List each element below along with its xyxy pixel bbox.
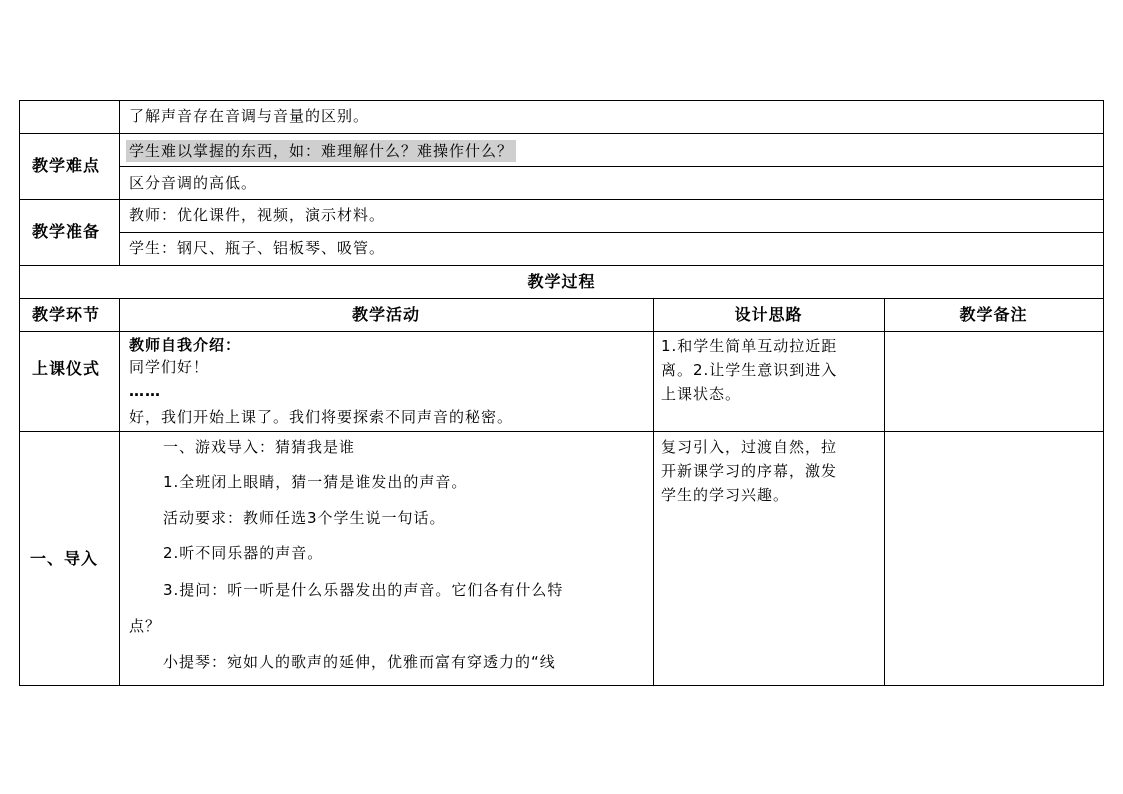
header-notes: 教学备注 <box>959 305 1028 324</box>
difficulty-label: 教学难点 <box>32 156 101 175</box>
row-divider <box>119 232 1104 233</box>
intro-activity-line: 一、游戏导入：猜猜我是谁 <box>163 438 356 456</box>
difficulty-content: 区分音调的高低。 <box>129 174 258 192</box>
ceremony-design-line: 1.和学生简单互动拉近距 <box>661 337 838 355</box>
top-note-text: 了解声音存在音调与音量的区别。 <box>129 107 370 125</box>
row-divider <box>19 431 1104 432</box>
intro-design-line: 复习引入，过渡自然，拉 <box>661 438 838 456</box>
table-border-top <box>19 100 1104 101</box>
table-border-right <box>1103 100 1104 686</box>
row-divider <box>19 133 1104 134</box>
header-design: 设计思路 <box>734 305 803 324</box>
intro-activity-line: 3.提问：听一听是什么乐器发出的声音。它们各有什么特 <box>163 581 564 599</box>
row-divider <box>19 331 1104 332</box>
intro-activity-line: 小提琴：宛如人的歌声的延伸，优雅而富有穿透力的“线 <box>163 653 556 671</box>
preparation-label: 教学准备 <box>32 222 101 241</box>
intro-activity-line: 活动要求：教师任选3个学生说一句话。 <box>163 509 446 527</box>
intro-design-line: 学生的学习兴趣。 <box>661 486 790 504</box>
row-divider <box>119 166 1104 167</box>
column-divider <box>884 298 885 686</box>
ceremony-design-line: 上课状态。 <box>661 385 742 403</box>
row-divider <box>19 265 1104 266</box>
ceremony-activity-line: 教师自我介绍： <box>129 336 242 354</box>
header-activity: 教学活动 <box>351 305 420 324</box>
difficulty-prompt: 学生难以掌握的东西，如：难理解什么？难操作什么？ <box>126 140 516 162</box>
intro-stage: 一、导入 <box>30 549 99 568</box>
process-title: 教学过程 <box>527 272 596 291</box>
intro-activity-line: 点？ <box>129 617 162 635</box>
column-divider <box>119 100 120 266</box>
ceremony-activity-line: …… <box>129 382 161 400</box>
ceremony-activity-line: 同学们好！ <box>129 358 210 376</box>
table-border-bottom <box>19 685 1104 686</box>
preparation-student: 学生：钢尺、瓶子、铝板琴、吸管。 <box>129 239 386 257</box>
preparation-teacher: 教师：优化课件，视频，演示材料。 <box>129 206 386 224</box>
ceremony-stage: 上课仪式 <box>32 359 101 378</box>
ceremony-activity-line: 好，我们开始上课了。我们将要探索不同声音的秘密。 <box>129 408 514 426</box>
row-divider <box>19 199 1104 200</box>
column-divider <box>119 298 120 686</box>
row-divider <box>19 298 1104 299</box>
ceremony-design-line: 离。2.让学生意识到进入 <box>661 361 838 379</box>
intro-activity-line: 1.全班闭上眼睛，猜一猜是谁发出的声音。 <box>163 473 468 491</box>
table-border-left <box>19 100 20 686</box>
column-divider <box>653 298 654 686</box>
header-stage: 教学环节 <box>32 305 101 324</box>
intro-design-line: 开新课学习的序幕，激发 <box>661 462 838 480</box>
intro-activity-line: 2.听不同乐器的声音。 <box>163 544 324 562</box>
